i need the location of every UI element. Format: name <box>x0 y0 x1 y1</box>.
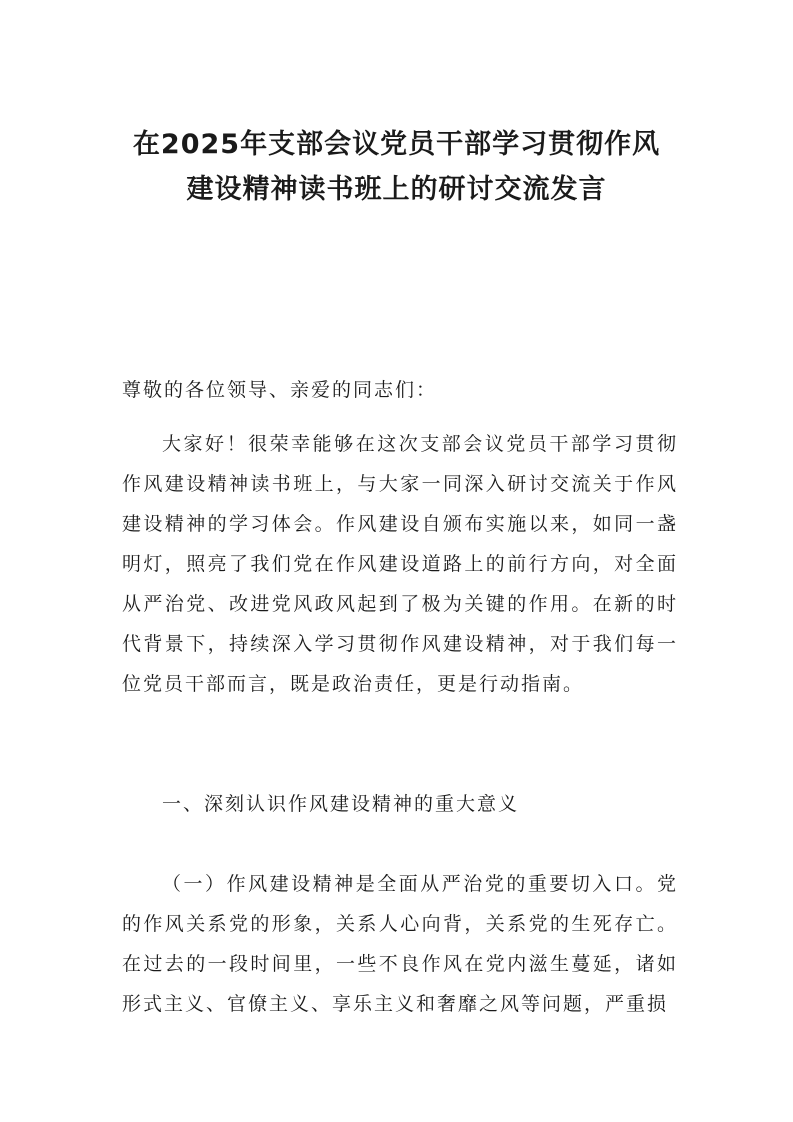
section-heading-1: 一、深刻认识作风建设精神的重大意义 <box>162 793 520 815</box>
salutation: 尊敬的各位领导、亲爱的同志们： <box>122 379 438 401</box>
document-title-line-1: 在2025年支部会议党员干部学习贯彻作风 <box>132 129 661 160</box>
document-title-line-2: 建设精神读书班上的研讨交流发言 <box>186 174 607 205</box>
paragraph-opening: 大家好！很荣幸能够在这次支部会议党员干部学习贯彻作风建设精神读书班上，与大家一同深入研讨交流关于作风建设精神的学习体会。作风建设自颁布实施以来，如同一盏明灯，照亮了我们党在作风建设道路上的前行方向，对全面从严治党、改进党风政风起到了极为关键的作用。在新的时代背景下，持续深入学习贯彻作风建设精神，对于我们每一位党员干部而言，既是政治责任，更是行动指南。 <box>122 433 678 695</box>
paragraph-section-1-1: （一）作风建设精神是全面从严治党的重要切入口。党的作风关系党的形象，关系人心向背，关系党的生死存亡。在过去的一段时间里，一些不良作风在党内滋生蔓延，诸如形式主义、官僚主义、享乐主义和奢靡之风等问题，严重损 <box>122 873 678 1015</box>
